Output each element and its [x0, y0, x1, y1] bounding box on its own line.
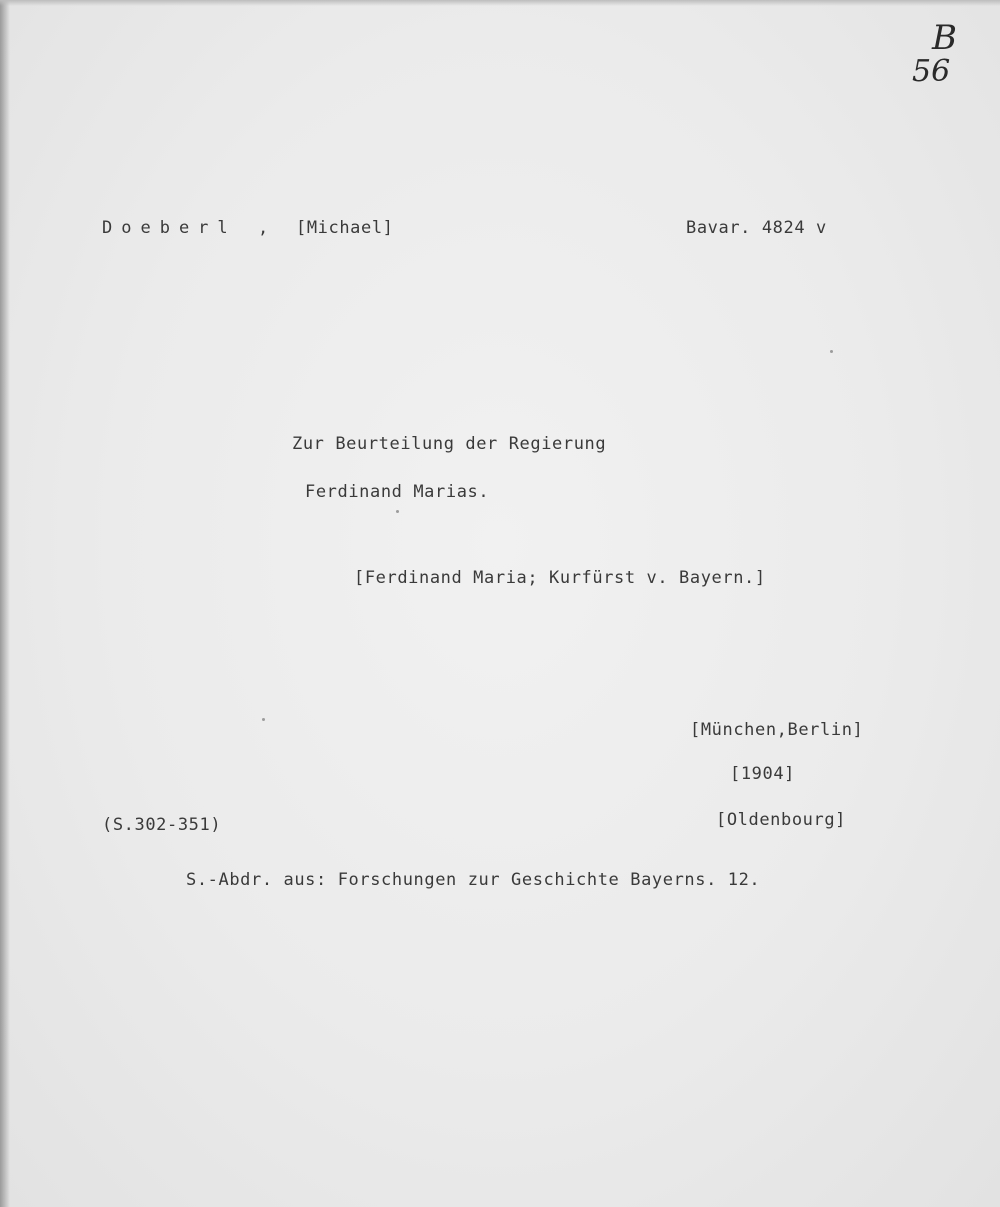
- author-comma: ,: [258, 218, 269, 238]
- imprint-place: [München,Berlin]: [690, 720, 864, 740]
- author-surname: Doeberl: [102, 218, 237, 238]
- handwritten-shelf-letter: B: [932, 18, 957, 58]
- offprint-note: S.-Abdr. aus: Forschungen zur Geschichte Bayerns. 12.: [186, 870, 761, 890]
- author-forename: [Michael]: [296, 218, 394, 238]
- paper-speck: [396, 510, 399, 513]
- paper-speck: [262, 718, 265, 721]
- card-top-edge-shadow: [0, 0, 1000, 6]
- imprint-publisher: [Oldenbourg]: [716, 810, 847, 830]
- title-line-2: Ferdinand Marias.: [305, 482, 490, 502]
- card-left-edge-shadow: [0, 0, 10, 1207]
- call-number: Bavar. 4824 v: [686, 218, 827, 238]
- page-range: (S.302-351): [102, 815, 222, 835]
- subject-heading: [Ferdinand Maria; Kurfürst v. Bayern.]: [354, 568, 766, 588]
- imprint-year: [1904]: [730, 764, 796, 784]
- handwritten-shelf-number: 56: [912, 54, 951, 89]
- title-line-1: Zur Beurteilung der Regierung: [292, 434, 607, 454]
- paper-speck: [830, 350, 833, 353]
